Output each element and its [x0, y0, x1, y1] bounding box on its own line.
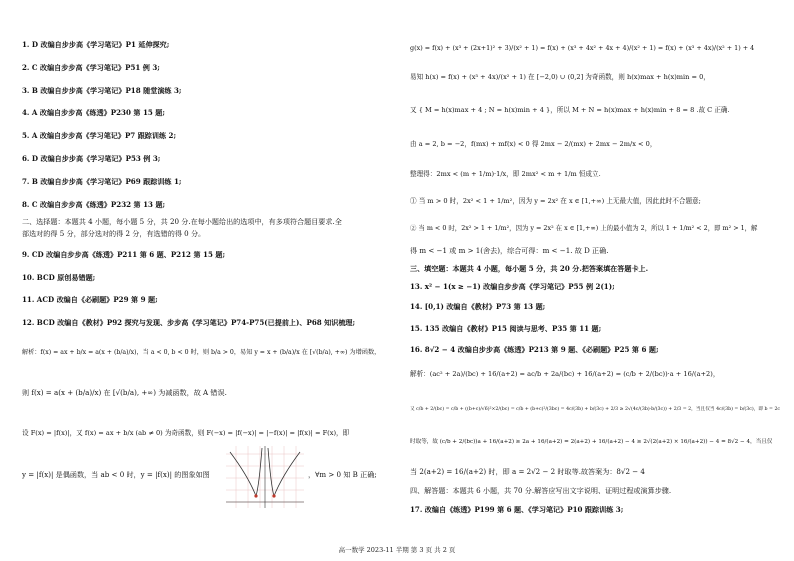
answer-line-17: 17. 改编自《练透》P199 第 6 题、《学习笔记》P10 跟踪训练 3;: [410, 505, 624, 514]
analysis-line-2: 则 f(x) = a(x + (b/a)/x) 在 [√(b/a), +∞) 为减函数，故 A 错误.: [22, 388, 227, 397]
solution-line-9: 解析：(ac² + 2a)/(bc) + 16/(a+2) = ac/b + 2a/(bc) + 16/(a+2) = (c/b + 2/(bc))·a + 16/(a+2)，: [410, 370, 720, 378]
section-two-note: 部选对的得 5 分，部分选对的得 2 分，有选错的得 0 分。: [22, 229, 206, 238]
answer-line-7: 7. B 改编自步步高《学习笔记》P69 跟踪训练 1;: [22, 177, 182, 186]
answer-line-6: 6. D 改编自步步高《学习笔记》P53 例 3;: [22, 154, 161, 163]
answer-line-3: 3. B 改编自步步高《学习笔记》P18 随堂演练 3;: [22, 86, 182, 95]
solution-line-6: ① 当 m > 0 时，2x² < 1 + 1/m²，因为 y = 2x² 在 x ∈ [1,+∞) 上无最大值，因此此时不合题意;: [410, 197, 701, 205]
answer-line-10: 10. BCD 原创易错题;: [22, 273, 96, 282]
abs-function-graph: [226, 446, 304, 508]
right-column: [402, 0, 794, 561]
section-four-heading: 四、解答题：本题共 6 小题，共 70 分.解答应写出文字说明、证明过程或演算步骤.: [410, 486, 672, 495]
left-column: [0, 0, 392, 561]
answer-line-12: 12. BCD 改编自《教材》P92 探究与发现、步步高《学习笔记》P74-P75(已提前上)、P68 知识梳理;: [22, 318, 356, 327]
answer-line-11: 11. ACD 改编自《必刷题》P29 第 9 题;: [22, 295, 158, 304]
answer-line-9: 9. CD 改编自步步高《练透》P211 第 6 题、P212 第 15 题;: [22, 250, 226, 259]
solution-line-2: 易知 h(x) = f(x) + (x³ + 4x)/(x² + 1) 在 [−2,0) ∪ (0,2] 为奇函数，则 h(x)max + h(x)min = 0，: [410, 73, 710, 81]
solution-line-8: 得 m < −1 或 m > 1(舍去)，综合可得：m < −1. 故 D 正确.: [410, 246, 609, 255]
solution-line-12: 当 2(a+2) = 16/(a+2) 时，即 a = 2√2 − 2 时取等.故答案为：8√2 − 4: [410, 467, 645, 476]
answer-line-14: 14. [0,1) 改编自《教材》P73 第 13 题;: [410, 302, 546, 311]
solution-line-1: g(x) = f(x) + (x³ + (2x+1)² + 3)/(x² + 1) = f(x) + (x³ + 4x² + 4x + 4)/(x² + 1) = f(x) + (x³ + 4x)/(x² + 1) + 4: [410, 44, 755, 52]
section-two-heading: 二、选择题：本题共 4 小题，每小题 5 分，共 20 分.在每小题给出的选项中，有多项符合题目要求.全: [22, 217, 342, 226]
analysis-line-3: 设 F(x) = |f(x)|，又 f(x) = ax + b/x (ab ≠ 0) 为奇函数，则 F(−x) = |f(−x)| = |−f(x)| = |f(x)| = F(x)，即: [22, 429, 350, 437]
solution-line-7: ② 当 m < 0 时，2x² > 1 + 1/m²，因为 y = 2x² 在 x ∈ [1,+∞) 上的最小值为 2，所以 1 + 1/m² < 2，即 m² > 1，解: [410, 224, 758, 232]
answer-line-8: 8. C 改编自步步高《练透》P232 第 13 题;: [22, 200, 166, 209]
page-footer: 高一数学 2023-11 半期 第 3 页 共 2 页: [338, 546, 456, 554]
answer-line-2: 2. C 改编自步步高《学习笔记》P51 例 3;: [22, 63, 160, 72]
solution-line-4: 由 a = 2, b = −2，f(mx) + mf(x) < 0 得 2mx − 2/(mx) + 2mx − 2m/x < 0，: [410, 140, 657, 148]
solution-line-10: 又 c/b + 2/(bc) = c/b + ((b+c)/√6)²×2/(bc) = c/b + (b+c)²/(3bc) = 4c/(3b) + b/(3c) + 2/3 ≥ 2√(4c/(3b)·b/(3c)) + 2/3 = 2，当且仅当 4c/(3b) = b/(3c)，即 b = 2c: [410, 407, 781, 412]
analysis-line-1: 解析：f(x) = ax + b/x = a(x + (b/a)/x)，当 a < 0, b < 0 时，则 b/a > 0，易知 y = x + (b/a)/x 在 [√(b/a), +∞) 为增函数，: [22, 349, 381, 356]
answer-line-13: 13. x² − 1(x ≥ −1) 改编自步步高《学习笔记》P55 例 2(1);: [410, 282, 615, 291]
answer-line-5: 5. A 改编自步步高《学习笔记》P7 跟踪训练 2;: [22, 131, 177, 140]
solution-line-11: 时取等，故 (c/b + 2/(bc))a + 16/(a+2) ≥ 2a + 16/(a+2) = 2(a+2) + 16/(a+2) − 4 ≥ 2√(2(a+2) × 16/(a+2)) − 4 = 8√2 − 4，当且仅: [410, 439, 773, 445]
answer-line-4: 4. A 改编自步步高《练透》P230 第 15 题;: [22, 108, 166, 117]
answer-line-15: 15. 135 改编自《教材》P15 阅读与思考、P35 第 11 题;: [410, 324, 602, 333]
answer-line-1: 1. D 改编自步步高《学习笔记》P1 延伸探究;: [22, 40, 170, 49]
analysis-line-4: y = |f(x)| 是偶函数，当 ab < 0 时，y = |f(x)| 的图象如图: [22, 470, 210, 479]
solution-line-5: 整理得：2mx < (m + 1/m)·1/x，即 2mx² < m + 1/m 恒成立.: [410, 170, 601, 178]
section-three-heading: 三、填空题：本题共 4 小题，每小题 5 分，共 20 分.把答案填在答题卡上.: [410, 264, 649, 273]
answer-line-16: 16. 8√2 − 4 改编自步步高《练透》P213 第 9 题、《必刷题》P25 第 6 题;: [410, 345, 659, 354]
analysis-line-5: ，∀m > 0 知 B 正确;: [308, 470, 377, 479]
solution-line-3: 又 { M = h(x)max + 4 ; N = h(x)min + 4 }，所以 M + N = h(x)max + h(x)min + 8 = 8 .故 C 正确.: [410, 106, 730, 114]
